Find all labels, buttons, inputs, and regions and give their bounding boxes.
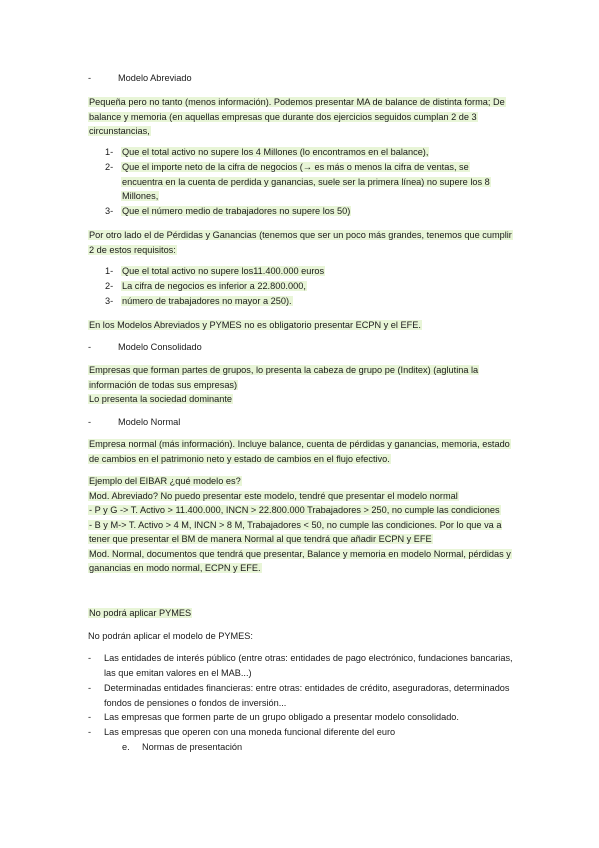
dash-marker: - (88, 417, 92, 427)
heading-modelo-consolidado (88, 340, 528, 355)
dash-marker: - (88, 653, 92, 663)
example-question: Ejemplo del EIBAR ¿qué modelo es? (89, 476, 241, 486)
list-text: Que el número medio de trabajadores no supere los 50) (122, 206, 351, 216)
dash-marker: - (88, 683, 92, 693)
dash-marker: - (88, 73, 92, 83)
heading-text: No podrá aplicar PYMES (89, 608, 192, 618)
example-eibar (88, 474, 518, 576)
list-text: Las empresas que operen con una moneda funcional diferente del euro (104, 727, 396, 737)
paragraph-text: No podrán aplicar el modelo de PYMES: (88, 631, 253, 641)
list3-item-3 (88, 710, 520, 725)
list-text: Que el total activo no supere los11.400.000 euros (122, 266, 325, 276)
list2-item-2 (105, 279, 505, 294)
heading-text: Modelo Consolidado (118, 342, 202, 352)
list-marker: 1- (105, 266, 114, 276)
list-marker: 3- (105, 296, 114, 306)
dash-marker: - (88, 342, 92, 352)
list-marker: 1- (105, 147, 114, 157)
heading-modelo-abreviado (88, 71, 528, 86)
paragraph-perdidas-ganancias (88, 228, 518, 257)
paragraph-text: Pequeña pero no tanto (menos información). Podemos presentar MA de balance de distinta forma; De balance y memoria (en aquellas empresas que durante dos ejercicios seguidos cumplan 2 de 3 circunstancias, (89, 97, 505, 136)
list1-item-2 (105, 160, 505, 204)
example-line: - B y M-> T. Activo > 4 M, INCN > 8 M, Trabajadores < 50, no cumple las condiciones. Por lo que va a tener que presentar el BM de manera Normal al que tendrá que añadir ECPN y EFE (89, 519, 502, 544)
list-marker: 2- (105, 281, 114, 291)
heading-text: Modelo Abreviado (118, 73, 192, 83)
sub-item-normas (122, 740, 422, 755)
heading-modelo-normal (88, 415, 528, 430)
dash-marker: - (88, 727, 92, 737)
list-text: Determinadas entidades financieras: entre otras: entidades de crédito, aseguradoras, determinados fondos de pensiones o fondos de inversión... (104, 683, 510, 708)
list2-item-3 (105, 294, 505, 309)
heading-text: Modelo Normal (118, 417, 181, 427)
list2-item-1 (105, 264, 505, 279)
example-line: Mod. Normal, documentos que tendrá que presentar, Balance y memoria en modelo Normal, pérdidas y ganancias en modo normal, ECPN y EFE. (89, 548, 511, 573)
list1-item-1 (105, 145, 505, 160)
list-marker: 2- (105, 162, 114, 172)
list-text: número de trabajadores no mayor a 250). (122, 296, 292, 306)
paragraph-text: En los Modelos Abreviados y PYMES no es obligatorio presentar ECPN y el EFE. (89, 320, 421, 330)
list-text: Normas de presentación (142, 742, 243, 752)
list-text: Que el total activo no supere los 4 Millones (lo encontramos en el balance), (122, 147, 429, 157)
list-text: Que el importe neto de la cifra de negocios (→ es más o menos la cifra de ventas, se encuentra en la cuenta de perdida y ganancias, suele ser la primera línea) no supere los 8 Millones, (122, 162, 490, 201)
list3-item-1 (88, 651, 520, 680)
paragraph-normal (88, 437, 518, 466)
heading-no-pymes (88, 606, 518, 621)
list-text: Las empresas que formen parte de un grupo obligado a presentar modelo consolidado. (104, 712, 459, 722)
paragraph-no-podran (88, 629, 518, 644)
paragraph-text: Empresa normal (más información). Incluye balance, cuenta de pérdidas y ganancias, memoria, estado de cambios en el patrimonio neto y estado de cambios en el flujo efectivo. (89, 439, 510, 464)
list-text: Las entidades de interés público (entre otras: entidades de pago electrónico, fundaciones bancarias, las que emitan valores en el MAB...) (104, 653, 513, 678)
example-line: - P y G -> T. Activo > 11.400.000, INCN > 22.800.000 Trabajadores > 250, no cumple las condiciones (89, 505, 500, 515)
paragraph-pequena (88, 95, 518, 139)
paragraph-text: Por otro lado el de Pérdidas y Ganancias (tenemos que ser un poco más grandes, tenemos que cumplir 2 de estos requisitos: (89, 230, 512, 255)
dash-marker: - (88, 712, 92, 722)
list-marker: 3- (105, 206, 114, 216)
paragraph-consolidado (88, 363, 518, 407)
example-line: Mod. Abreviado? No puedo presentar este modelo, tendré que presentar el modelo normal (89, 490, 458, 501)
paragraph-text: Empresas que forman partes de grupos, lo presenta la cabeza de grupo pe (Inditex) (aglutina la información de todas sus empresas) (89, 365, 479, 390)
list-text: La cifra de negocios es inferior a 22.800.000, (122, 281, 306, 291)
list3-item-4 (88, 725, 520, 740)
list3-item-2 (88, 681, 520, 710)
list1-item-3 (105, 204, 505, 219)
paragraph-text: Lo presenta la sociedad dominante (89, 394, 233, 404)
list-marker: e. (122, 742, 130, 752)
paragraph-no-obligatorio (88, 318, 518, 333)
